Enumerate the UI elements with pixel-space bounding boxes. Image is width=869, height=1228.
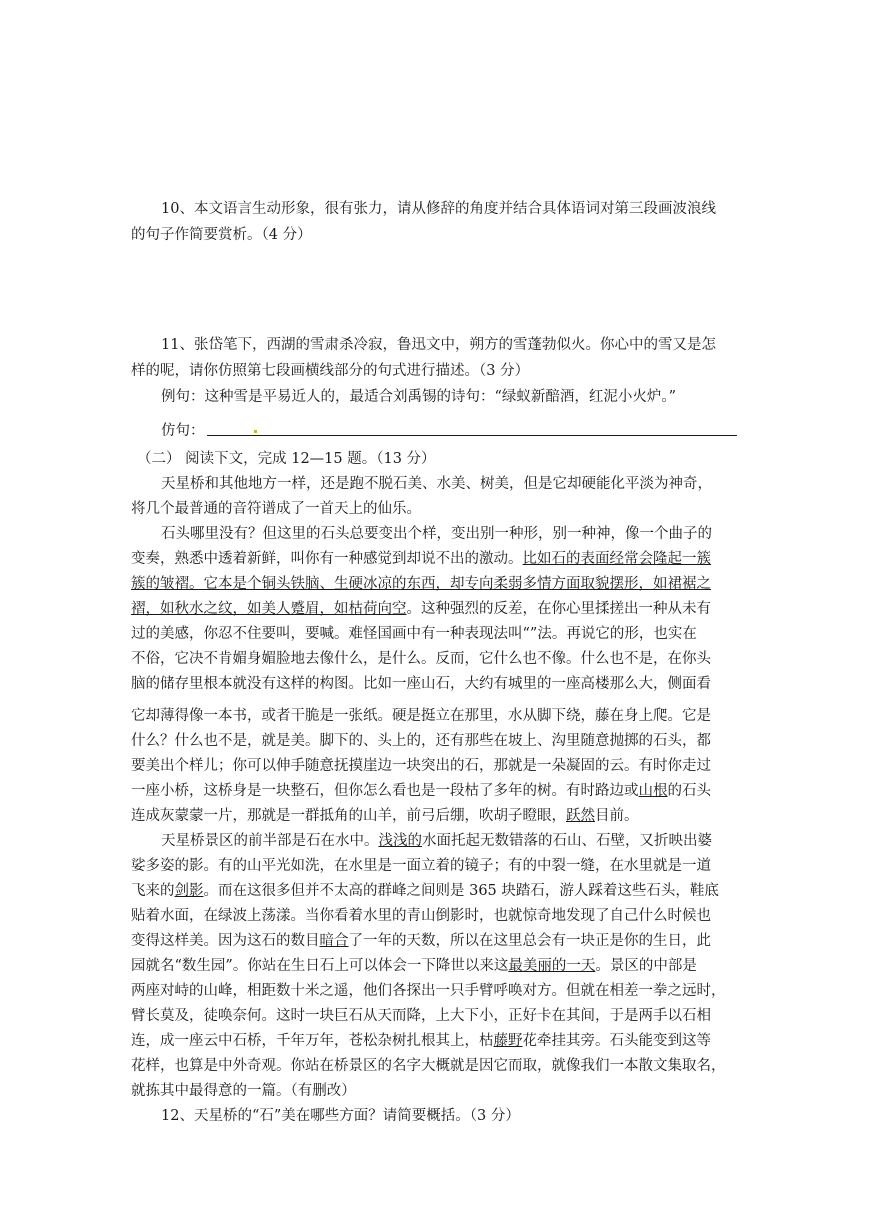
underlined-word: 暗合 <box>319 933 349 949</box>
question-10-line1: 10、本文语言生动形象，很有张力，请从修辞的角度并结合具体语词对第三段画波浪线 <box>161 201 716 217</box>
question-10-line2: 的句子作简要赏析。（4 分） <box>131 227 312 243</box>
passage-text: 变奏，熟悉中透着新鲜，叫你有一种感觉到却说不出的激动。 <box>131 551 523 567</box>
imitate-label: 仿句： <box>161 423 205 439</box>
passage-line: 贴着水面，在绿波上荡漾。当你看着水里的青山倒影时，也就惊奇地发现了自己什么时候也 <box>131 908 711 924</box>
passage-line: 过的美感，你忍不住要叫，要喊。难怪国画中有一种表现法叫“”法。再说它的形，也实在 <box>131 626 697 642</box>
passage-text: 。这种强烈的反差，在你心里揉搓出一种从未有 <box>406 601 711 617</box>
passage-text: 连成灰蒙蒙一片，那就是一群抵角的山羊，前弓后绷，吹胡子瞪眼， <box>131 808 566 824</box>
passage-line <box>131 878 741 904</box>
passage-line <box>131 778 741 804</box>
question-11-example: 例句：这种雪是平易近人的，最适合刘禹锡的诗句：“绿蚁新醅酒，红泥小火炉。” <box>161 389 677 405</box>
passage-line: 脑的储存里根本就没有这样的构图。比如一座山石，大约有城里的一座高楼那么大，侧面看 <box>131 676 711 692</box>
question-11-line2: 样的呢，请你仿照第七段画横线部分的句式进行描述。（3 分） <box>131 363 530 379</box>
underlined-word: 藤野 <box>493 1033 523 1049</box>
passage-line: 花样，也算是中外奇观。你站在桥景区的名字大概就是因它而取，就像我们一本散文集取名， <box>131 1058 726 1074</box>
passage-line <box>131 803 741 829</box>
underlined-sentence: 比如石的表面经常会隆起一簇 <box>522 551 711 567</box>
passage-line <box>131 1028 741 1054</box>
passage-text: 变得这样美。因为这石的数目 <box>131 933 320 949</box>
passage-line: 石头哪里没有？但这里的石头总要变出个样，变出别一种形，别一种神，像一个曲子的 <box>161 526 712 542</box>
passage-line <box>131 546 741 572</box>
passage-line: 娑多姿的影。有的山平光如洗，在水里是一面立着的镜子；有的中裂一缝，在水里就是一道 <box>131 858 711 874</box>
underlined-sentence: 簇的皱褶。它本是个铜头铁脑、生硬冰凉的东西，却专向柔弱多情方面取貌摆形，如裙裾之 <box>131 576 711 592</box>
passage-text: 的石头 <box>667 783 711 799</box>
green-dot-mark <box>254 430 257 433</box>
passage-text: 。而在这很多但并不太高的群峰之间则是 365 块踏石，游人踩着这些石头，鞋底 <box>203 883 719 899</box>
passage-text: 了一年的天数，所以在这里总会有一块正是你的生日，此 <box>348 933 711 949</box>
passage-line <box>131 928 741 954</box>
passage-line: 要美出个样儿；你可以伸手随意抚摸崖边一块突出的石，那就是一朵凝固的云。有时你走过 <box>131 758 711 774</box>
underlined-sentence: 褶，如秋水之纹，如美人蹙眉，如枯荷向空 <box>131 601 407 617</box>
passage-line: 就拣其中最得意的一篇。（有删改） <box>131 1083 356 1099</box>
passage-text: 天星桥景区的前半部是石在水中。 <box>161 833 379 849</box>
answer-blank-line[interactable] <box>207 435 737 436</box>
passage-line <box>161 828 741 854</box>
passage-line: 它却薄得像一本书，或者干脆是一张纸。硬是挺立在那里，水从脚下绕，藤在身上爬。它是 <box>131 708 711 724</box>
passage-line: 两座对峙的山峰，相距数十米之遥，他们各探出一只手臂呼唤对方。但就在相差一拳之远时， <box>131 983 726 999</box>
section-2-header: （二） 阅读下文，完成 12—15 题。（13 分） <box>137 451 436 467</box>
underlined-word: 最美丽的一天 <box>508 958 596 974</box>
passage-line: 臂长莫及，徒唤奈何。这时一块巨石从天而降，上大下小，正好卡在其间，于是两手以石相 <box>131 1008 711 1024</box>
underlined-word: 浅浅的 <box>378 833 422 849</box>
underlined-word: 跃然 <box>566 808 595 824</box>
passage-line <box>131 953 741 979</box>
underlined-word: 山根 <box>638 783 668 799</box>
passage-text: 。景区的中部是 <box>595 958 697 974</box>
passage-text: 花牵挂其旁。石头能变到这等 <box>522 1033 711 1049</box>
passage-text: 连，成一座云中石桥，千年万年，苍松杂树扎根其上，枯 <box>131 1033 494 1049</box>
passage-line: 将几个最普通的音符谱成了一首天上的仙乐。 <box>131 501 421 517</box>
passage-text: 园就名“数生园”。你站在生日石上可以体会一下降世以来这 <box>131 958 509 974</box>
passage-text: 水面托起无数错落的石山、石壁，又折映出婆 <box>422 833 712 849</box>
passage-line: 天星桥和其他地方一样，还是跑不脱石美、水美、树美，但是它却硬能化平淡为神奇， <box>161 476 712 492</box>
question-12: 12、天星桥的“石”美在哪些方面？请简要概括。（3 分） <box>161 1108 520 1124</box>
passage-line: 不俗，它决不肯媚身媚脸地去像什么，是什么。反而，它什么也不像。什么也不是，在你头 <box>131 651 711 667</box>
question-11-line1: 11、张岱笔下，西湖的雪肃杀冷寂，鲁迅文中，朔方的雪蓬勃似火。你心中的雪又是怎 <box>161 337 716 353</box>
passage-text: 一座小桥，这桥身是一块整石，但你怎么看也是一段枯了多年的树。有时路边或 <box>131 783 639 799</box>
passage-line: 什么？什么也不是，就是美。脚下的、头上的，还有那些在坡上、沟里随意抛掷的石头，都 <box>131 733 711 749</box>
underlined-word: 剑影 <box>174 883 204 899</box>
passage-text: 目前。 <box>595 808 639 824</box>
passage-text: 飞来的 <box>131 883 175 899</box>
passage-line <box>131 596 741 622</box>
